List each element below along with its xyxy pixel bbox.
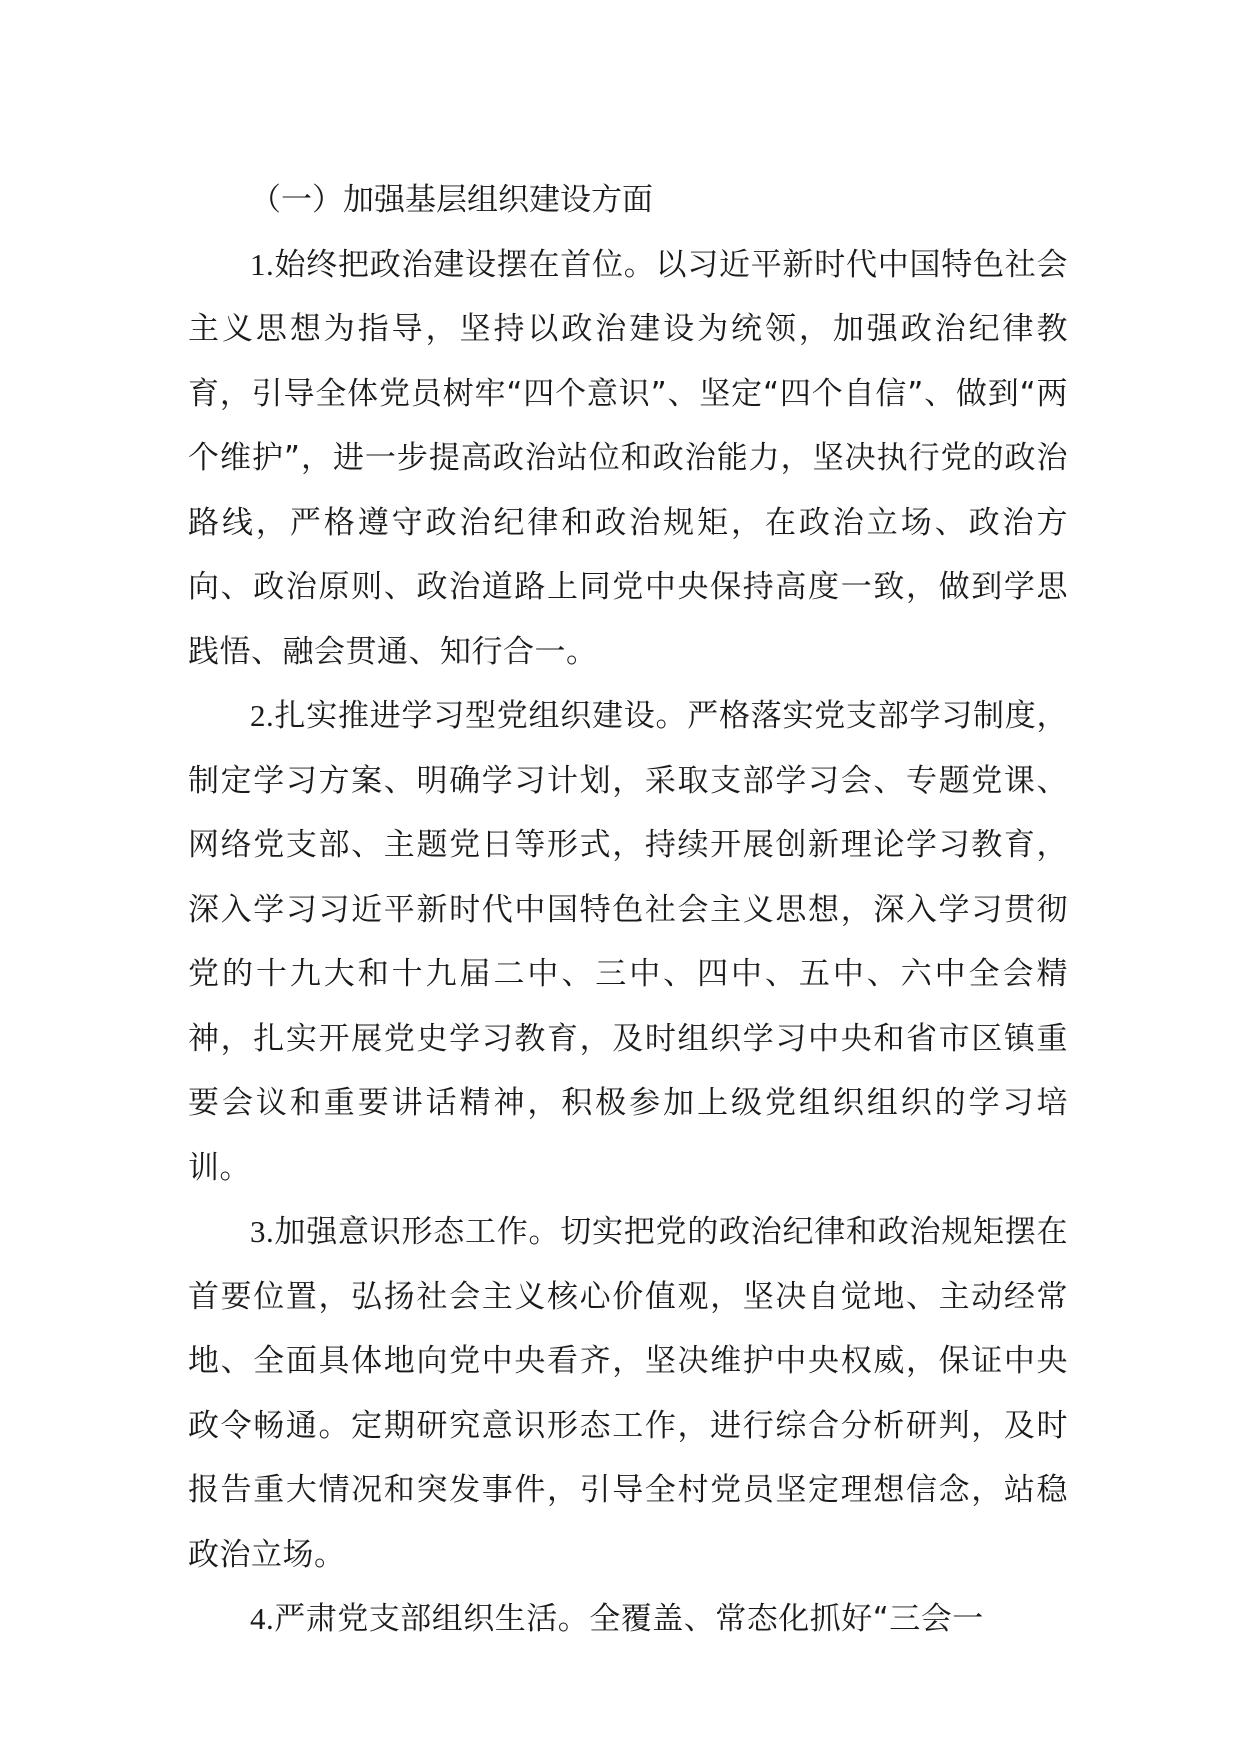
- paragraph-3: [188, 1200, 1068, 1587]
- paragraph-text: 加强意识形态工作。切实把党的政治纪律和政治规矩摆在首要位置，弘扬社会主义核心价值观，坚决自觉地、主动经常地、全面具体地向党中央看齐，坚决维护中央权威，保证中央政令畅通。定期研究意识形态工作，进行综合分析研判，及时报告重大情况和突发事件，引导全村党员坚定理想信念，站稳政治立场。: [188, 1214, 1068, 1573]
- document-body: [188, 168, 1068, 1652]
- section-heading: （一）加强基层组织建设方面: [250, 182, 653, 218]
- paragraph-text: 扎实推进学习型党组织建设。严格落实党支部学习制度，制定学习方案、明确学习计划，采取支部学习会、专题党课、网络党支部、主题党日等形式，持续开展创新理论学习教育，深入学习习近平新时代中国特色社会主义思想，深入学习贯彻党的十九大和十九届二中、三中、四中、五中、六中全会精神，扎实开展党史学习教育，及时组织学习中央和省市区镇重要会议和重要讲话精神，积极参加上级党组织组织的学习培训。: [188, 698, 1068, 1186]
- paragraph-1: [188, 233, 1068, 685]
- paragraph-number: 3.: [250, 1214, 275, 1249]
- paragraph-text: 始终把政治建设摆在首位。以习近平新时代中国特色社会主义思想为指导，坚持以政治建设为统领，加强政治纪律教育，引导全体党员树牢“四个意识”、坚定“四个自信”、做到“两个维护”，进一步提高政治站位和政治能力，坚决执行党的政治路线，严格遵守政治纪律和政治规矩，在政治立场、政治方向、政治原则、政治道路上同党中央保持高度一致，做到学思践悟、融会贯通、知行合一。: [188, 246, 1068, 670]
- paragraph-number: 4.: [250, 1601, 275, 1636]
- paragraph-2: [188, 684, 1068, 1200]
- paragraph-number: 2.: [250, 698, 275, 733]
- paragraph-4: [188, 1587, 1068, 1652]
- paragraph-text: 严肃党支部组织生活。全覆盖、常态化抓好“三会一: [274, 1601, 984, 1637]
- paragraph-number: 1.: [250, 246, 275, 282]
